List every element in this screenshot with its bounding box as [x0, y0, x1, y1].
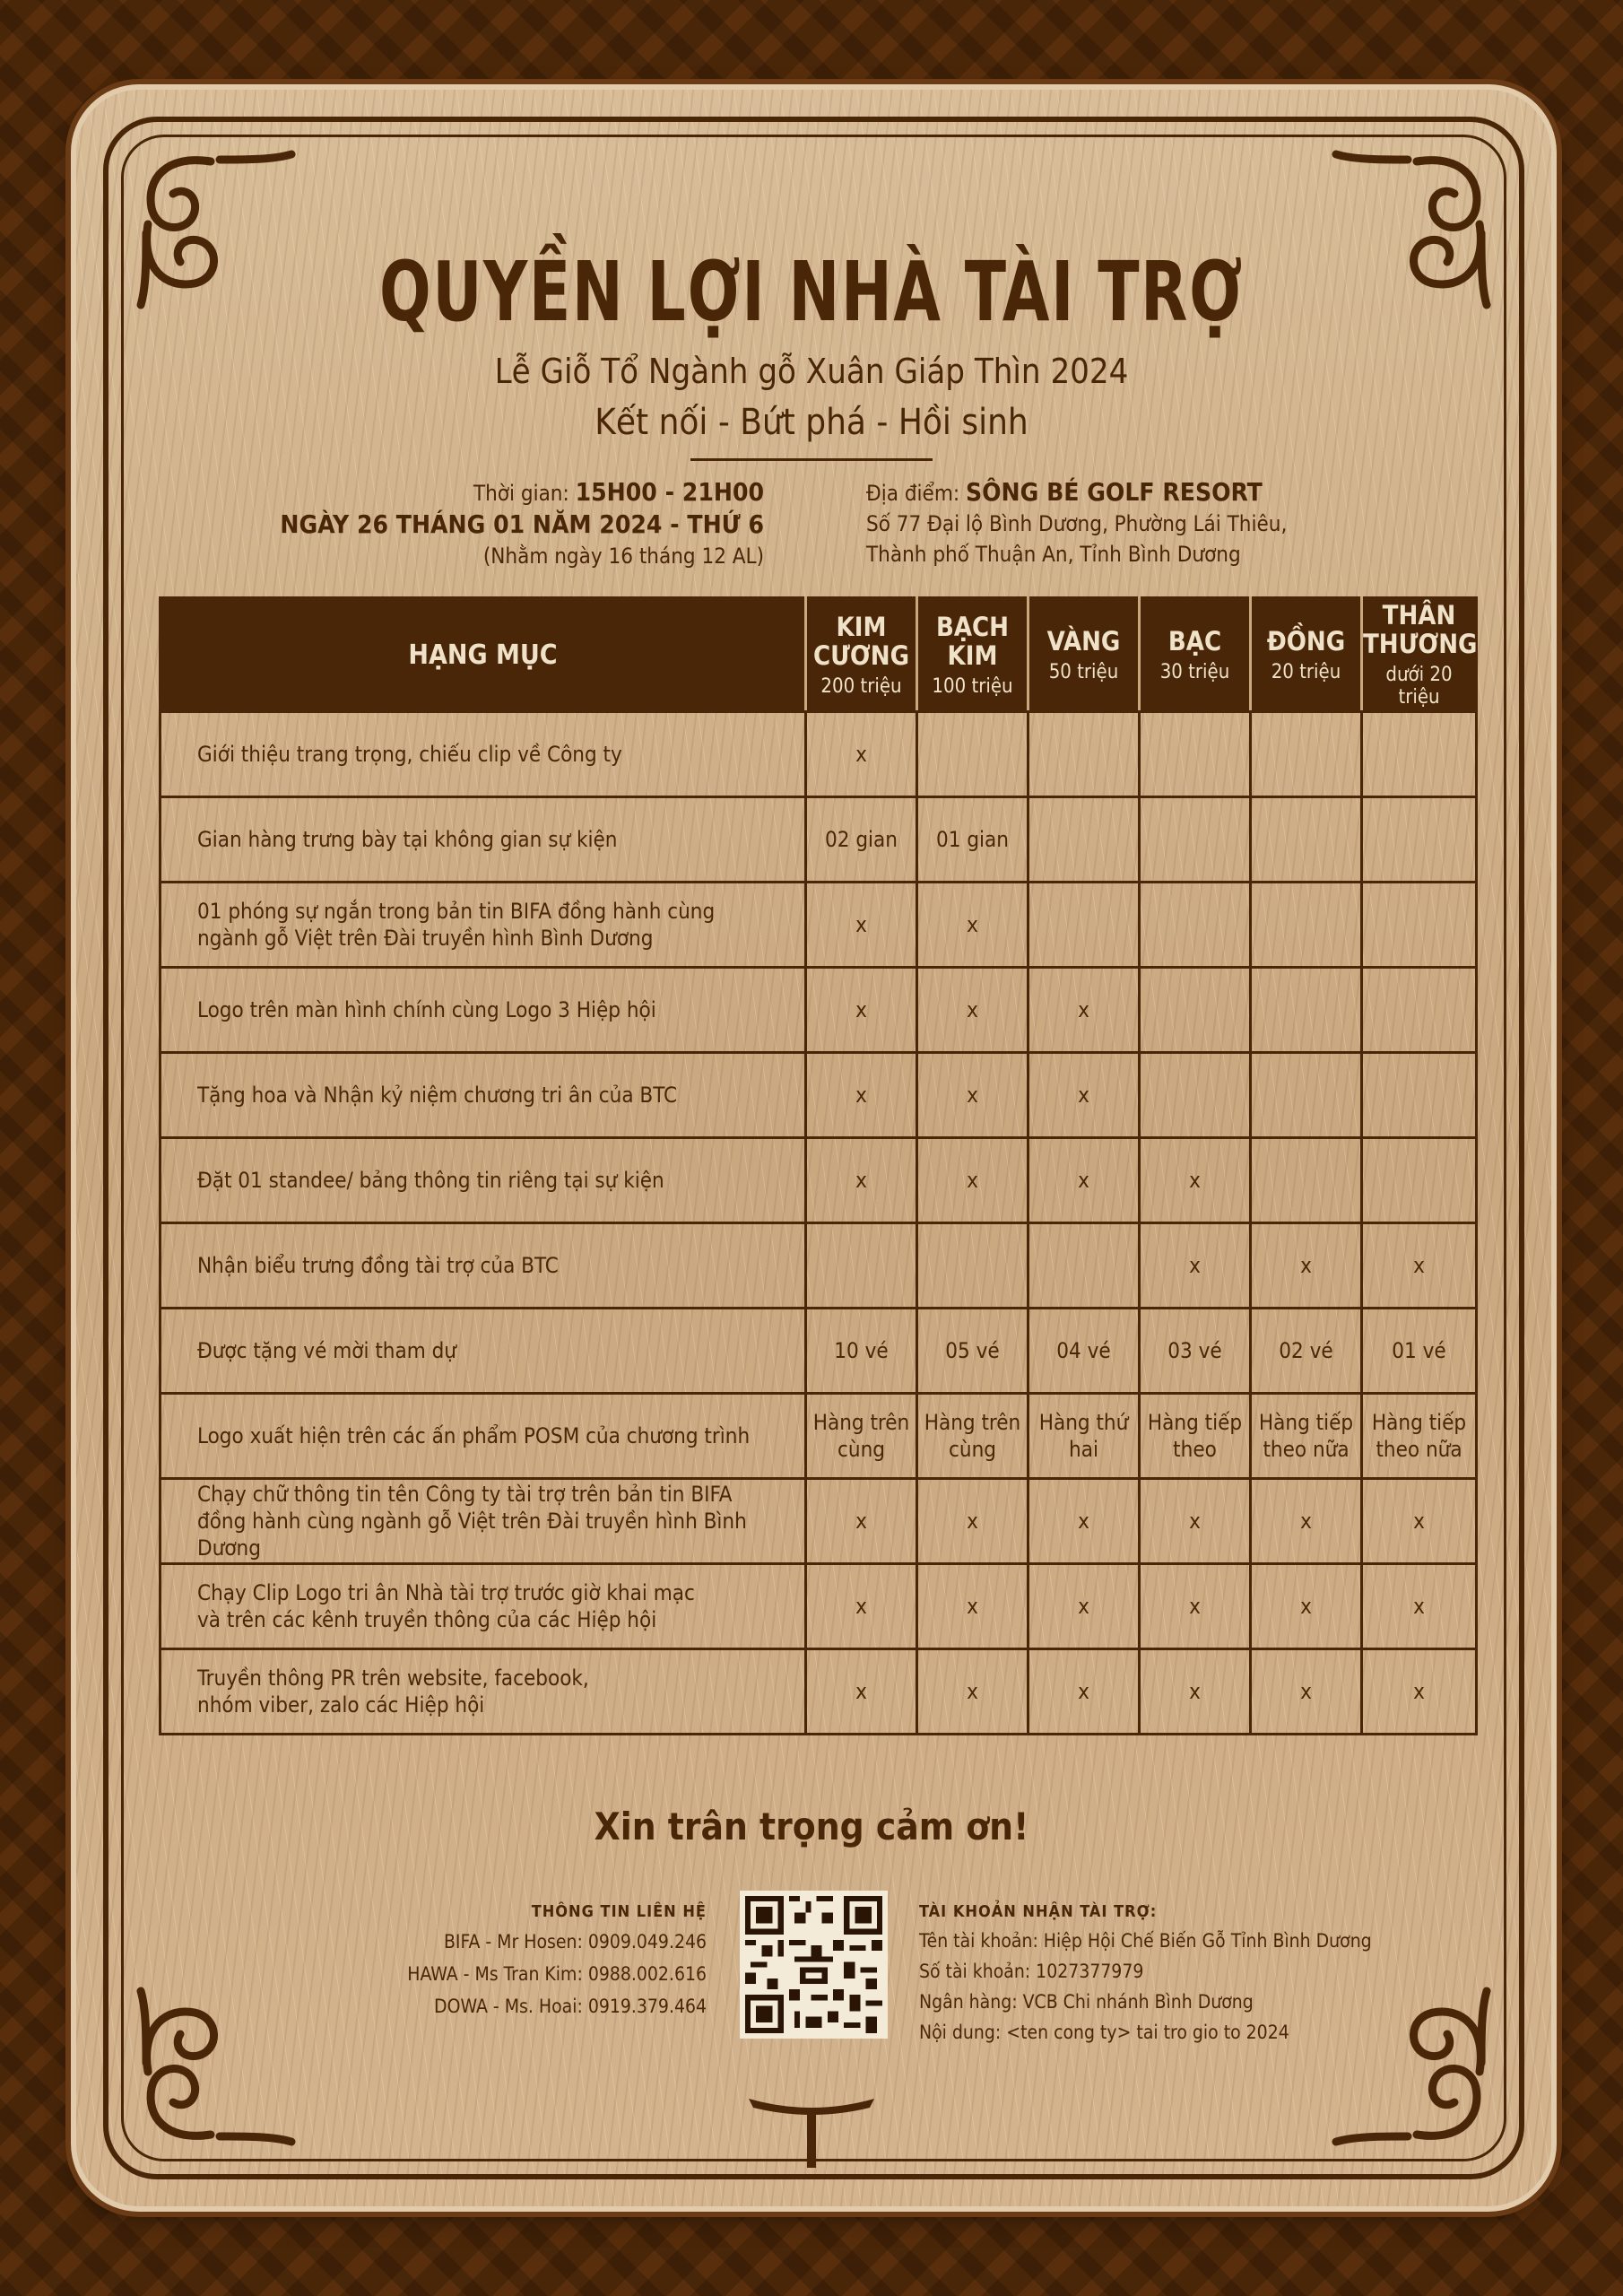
benefit-cell	[806, 1223, 917, 1309]
benefit-item	[161, 1138, 806, 1223]
benefit-cell: x	[1028, 1564, 1140, 1649]
contact-line: DOWA - Ms. Hoai: 0919.379.464	[434, 1996, 707, 2017]
event-subtitle: Lễ Giỗ Tổ Ngành gỗ Xuân Giáp Thìn 2024	[494, 352, 1129, 391]
tier-name: CƯƠNG	[813, 639, 909, 671]
benefit-cell	[1251, 797, 1362, 883]
benefit-cell	[1362, 797, 1477, 883]
benefit-cell: x	[806, 1138, 917, 1223]
table-header-row	[161, 598, 1477, 712]
benefit-item-line: Logo trên màn hình chính cùng Logo 3 Hiệp hội	[197, 997, 656, 1022]
tier-amount: 50 triệu	[1048, 660, 1119, 683]
column-header: HẠNG MỤC	[161, 598, 806, 712]
event-slogan: Kết nối - Bứt phá - Hồi sinh	[595, 402, 1028, 443]
benefit-cell: 02 gian	[806, 797, 917, 883]
account-heading: TÀI KHOẢN NHẬN TÀI TRỢ:	[919, 1902, 1158, 1921]
event-date: NGÀY 26 THÁNG 01 NĂM 2024 - THỨ 6	[280, 509, 764, 539]
benefit-cell: x	[917, 968, 1028, 1053]
tier-header	[1362, 598, 1477, 712]
benefit-cell: Hàng thứ hai	[1028, 1394, 1140, 1479]
benefit-cell	[917, 712, 1028, 797]
benefit-item	[161, 712, 806, 797]
benefit-cell: x	[917, 1649, 1028, 1735]
tier-name: KIM	[836, 611, 887, 642]
table-row	[161, 968, 1477, 1053]
title-divider	[690, 458, 933, 461]
location-block	[866, 477, 1332, 570]
table-row	[161, 1223, 1477, 1309]
benefit-cell	[1028, 1223, 1140, 1309]
benefit-cell: x	[1140, 1223, 1251, 1309]
benefit-item-line: Nhận biểu trưng đồng tài trợ của BTC	[197, 1253, 559, 1278]
benefit-cell: Hàng trên cùng	[917, 1394, 1028, 1479]
tier-name: BẠC	[1167, 625, 1222, 657]
account-info	[919, 1899, 1475, 2048]
benefit-item	[161, 1053, 806, 1138]
benefit-cell: x	[1362, 1564, 1477, 1649]
benefit-item	[161, 883, 806, 968]
benefit-item-line: Truyền thông PR trên website, facebook,	[197, 1665, 589, 1691]
benefit-cell: x	[917, 1053, 1028, 1138]
benefit-cell	[1362, 1138, 1477, 1223]
benefit-item	[161, 968, 806, 1053]
tier-amount: 20 triệu	[1271, 660, 1341, 683]
benefit-cell: x	[1362, 1479, 1477, 1564]
benefit-cell: 10 vé	[806, 1309, 917, 1394]
contact-line: HAWA - Ms Tran Kim: 0988.002.616	[407, 1963, 707, 1985]
benefit-item-line: Chạy Clip Logo tri ân Nhà tài trợ trước giờ khai mạc	[197, 1580, 695, 1605]
benefit-cell	[1251, 1138, 1362, 1223]
benefit-cell: x	[1140, 1479, 1251, 1564]
table-row	[161, 1138, 1477, 1223]
benefit-item	[161, 1479, 806, 1564]
table-row	[161, 1394, 1477, 1479]
benefit-cell: x	[806, 1479, 917, 1564]
benefit-cell: Hàng trên cùng	[806, 1394, 917, 1479]
benefit-item	[161, 1394, 806, 1479]
benefit-cell	[1251, 712, 1362, 797]
benefit-cell	[1362, 968, 1477, 1053]
benefit-cell: x	[1251, 1223, 1362, 1309]
benefit-cell: x	[1028, 1479, 1140, 1564]
benefit-item-line: 01 phóng sự ngắn trong bản tin BIFA đồng hành cùng	[197, 899, 716, 924]
contact-line: BIFA - Mr Hosen: 0909.049.246	[443, 1931, 707, 1952]
qr-code-icon[interactable]	[740, 1891, 888, 2039]
tier-name: ĐỒNG	[1266, 625, 1346, 657]
benefit-item-line: Chạy chữ thông tin tên Công ty tài trợ trên bản tin BIFA	[197, 1482, 733, 1507]
tier-header	[1140, 598, 1251, 712]
benefit-cell: x	[1140, 1138, 1251, 1223]
tier-header	[917, 598, 1028, 712]
gate-ornament-icon	[744, 2083, 879, 2168]
address-line: Số 77 Đại lộ Bình Dương, Phường Lái Thiêu,	[866, 511, 1288, 536]
benefit-cell	[1251, 1053, 1362, 1138]
benefit-item-line: Đặt 01 standee/ bảng thông tin riêng tại sự kiện	[197, 1168, 664, 1193]
tier-amount: dưới 20 triệu	[1385, 664, 1453, 709]
tier-header	[1251, 598, 1362, 712]
benefit-item	[161, 797, 806, 883]
benefit-item-line: Logo xuất hiện trên các ấn phẩm POSM của chương trình	[197, 1423, 751, 1448]
benefit-cell: x	[1251, 1649, 1362, 1735]
benefit-item	[161, 1564, 806, 1649]
tier-name: THƯƠNG	[1363, 629, 1478, 659]
benefit-cell: Hàng tiếp theo nữa	[1251, 1394, 1362, 1479]
account-line: Nội dung: <ten cong ty> tai tro gio to 2024	[919, 2022, 1289, 2043]
contact-heading: THÔNG TIN LIÊN HỆ	[531, 1902, 707, 1921]
time-block	[269, 477, 764, 571]
benefit-cell: 01 vé	[1362, 1309, 1477, 1394]
benefit-cell: Hàng tiếp theo nữa	[1362, 1394, 1477, 1479]
table-row	[161, 1649, 1477, 1735]
benefit-item-line: Giới thiệu trang trọng, chiếu clip về Công ty	[197, 742, 622, 767]
benefit-cell: x	[1028, 1053, 1140, 1138]
table-row	[161, 1053, 1477, 1138]
benefit-cell: 03 vé	[1140, 1309, 1251, 1394]
benefit-cell: x	[1028, 1649, 1140, 1735]
benefit-cell	[1362, 712, 1477, 797]
tier-name: BẠCH	[935, 611, 1010, 642]
benefit-cell: x	[917, 883, 1028, 968]
account-line: Tên tài khoản: Hiệp Hội Chế Biến Gỗ Tỉnh Bình Dương	[919, 1930, 1372, 1952]
benefit-cell: x	[1362, 1223, 1477, 1309]
benefit-item	[161, 1309, 806, 1394]
tier-amount: 30 triệu	[1159, 660, 1230, 683]
tier-name: VÀNG	[1046, 625, 1121, 657]
table-row	[161, 712, 1477, 797]
location-line	[866, 477, 1332, 509]
benefit-cell: x	[806, 1649, 917, 1735]
benefit-cell	[1140, 968, 1251, 1053]
benefit-cell	[1028, 797, 1140, 883]
benefit-item	[161, 1649, 806, 1735]
benefit-cell	[1251, 968, 1362, 1053]
benefit-cell	[917, 1223, 1028, 1309]
benefit-item-line: đồng hành cùng ngành gỗ Việt trên Đài truyền hình Bình Dương	[197, 1509, 747, 1561]
benefit-cell	[1028, 712, 1140, 797]
tier-header	[806, 598, 917, 712]
thank-you-message: Xin trân trọng cảm ơn!	[594, 1805, 1029, 1848]
benefit-item	[161, 1223, 806, 1309]
benefit-cell: x	[806, 1053, 917, 1138]
table-row	[161, 1309, 1477, 1394]
address-line: Thành phố Thuận An, Tỉnh Bình Dương	[866, 542, 1241, 567]
table-row	[161, 1479, 1477, 1564]
benefit-cell: 05 vé	[917, 1309, 1028, 1394]
sponsor-benefits-table	[159, 596, 1478, 1735]
benefit-cell: x	[806, 883, 917, 968]
benefit-item-line: Được tặng vé mời tham dự	[197, 1338, 456, 1363]
benefit-cell: 01 gian	[917, 797, 1028, 883]
corner-ornament-icon	[121, 1982, 300, 2161]
benefit-cell: x	[917, 1479, 1028, 1564]
benefit-cell: x	[1362, 1649, 1477, 1735]
benefit-item-line: và trên các kênh truyền thông của các Hiệp hội	[197, 1607, 657, 1632]
benefit-cell: x	[1140, 1564, 1251, 1649]
time-label: Thời gian:	[473, 481, 569, 506]
benefit-cell: x	[806, 968, 917, 1053]
benefit-cell	[1362, 1053, 1477, 1138]
benefit-cell: x	[1028, 968, 1140, 1053]
table-row	[161, 883, 1477, 968]
time-value: 15H00 - 21H00	[575, 477, 764, 507]
benefit-item-line: ngành gỗ Việt trên Đài truyền hình Bình Dương	[197, 926, 654, 951]
benefit-item-line: nhóm viber, zalo các Hiệp hội	[197, 1692, 485, 1718]
tier-header	[1028, 598, 1140, 712]
benefit-cell	[1140, 712, 1251, 797]
benefit-cell	[1140, 797, 1251, 883]
benefit-cell	[1140, 883, 1251, 968]
benefit-item-line: Tặng hoa và Nhận kỷ niệm chương tri ân của BTC	[197, 1083, 678, 1108]
lunar-date: (Nhằm ngày 16 tháng 12 AL)	[482, 544, 764, 569]
page-title: QUYỀN LỢI NHÀ TÀI TRỢ	[378, 244, 1244, 340]
benefit-cell: x	[806, 1564, 917, 1649]
tier-name: THÂN	[1382, 600, 1456, 631]
tier-amount: 200 triệu	[820, 674, 902, 698]
benefit-cell: 02 vé	[1251, 1309, 1362, 1394]
time-line	[269, 477, 764, 509]
benefit-cell: x	[1028, 1138, 1140, 1223]
benefit-cell: x	[806, 712, 917, 797]
account-line: Ngân hàng: VCB Chi nhánh Bình Dương	[919, 1991, 1254, 2013]
benefit-cell	[1140, 1053, 1251, 1138]
location-name: SÔNG BÉ GOLF RESORT	[966, 477, 1263, 507]
location-label: Địa điểm:	[866, 481, 960, 506]
benefit-cell: x	[1251, 1564, 1362, 1649]
table-row	[161, 797, 1477, 883]
benefit-cell: x	[1140, 1649, 1251, 1735]
account-line: Số tài khoản: 1027377979	[919, 1961, 1144, 1982]
benefit-cell: Hàng tiếp theo	[1140, 1394, 1251, 1479]
benefit-cell	[1028, 883, 1140, 968]
table-row	[161, 1564, 1477, 1649]
tier-amount: 100 triệu	[932, 674, 1013, 698]
benefit-item-line: Gian hàng trưng bày tại không gian sự kiện	[197, 827, 618, 852]
benefit-cell: x	[1251, 1479, 1362, 1564]
benefit-cell	[1362, 883, 1477, 968]
benefit-cell: x	[917, 1138, 1028, 1223]
benefit-cell: 04 vé	[1028, 1309, 1140, 1394]
benefit-cell: x	[917, 1564, 1028, 1649]
benefit-cell	[1251, 883, 1362, 968]
contact-info	[377, 1899, 707, 2022]
tier-name: KIM	[947, 639, 998, 671]
